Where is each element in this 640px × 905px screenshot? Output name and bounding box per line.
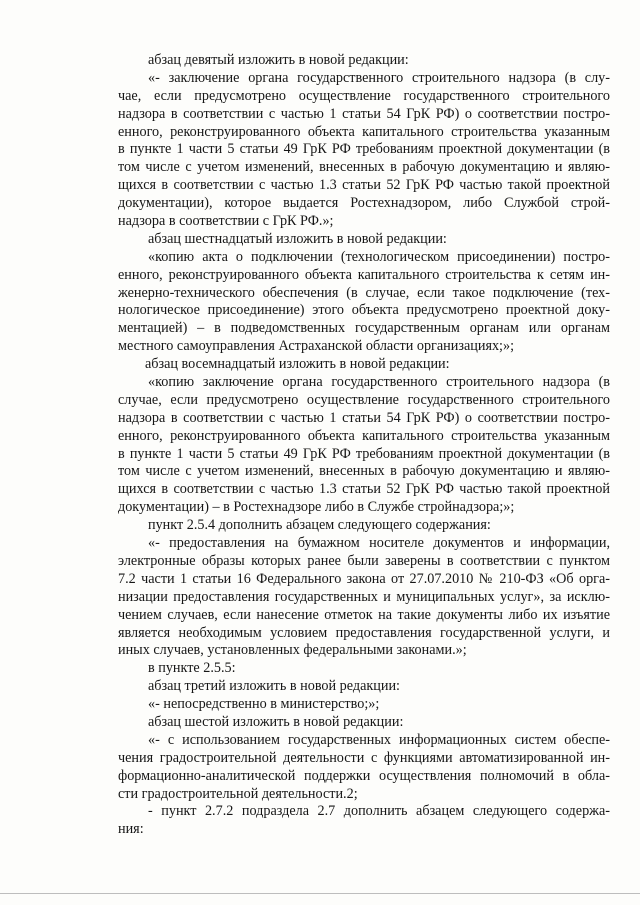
text-line: документации) – в Ростехнадзоре либо в Службе стройнадзора;»; [118,499,515,516]
document-text [118,52,610,839]
text-line: енного, реконструированного объекта капитального строительства указанным [118,427,610,444]
text-line: сти градостроительной деятельности.2; [118,785,358,802]
text-line: является необходимым условием предоставления государственной услуги, и [118,624,610,641]
text-line: «копию акта о подключении (технологическом присоединении) постро- [148,248,610,265]
text-line: том числе с учетом изменений, внесенных в рабочую документацию и являю- [118,159,610,176]
text-line: женерно-технического обеспечения (в случае, если такое подключение (тех- [118,284,610,301]
text-line: низации предоставления государственных и муниципальных услуг», за исклю- [118,588,610,605]
text-line: нологическое присоединение) этого объекта предусмотрено проектной доку- [118,302,610,319]
text-line: абзац восемнадцатый изложить в новой редакции: [145,356,450,373]
text-line: надзора в соответствии с частью 1 статьи 54 ГрК РФ) о соответствии постро- [118,409,610,426]
text-line: надзора в соответствии с частью 1 статьи 54 ГрК РФ) о соответствии постро- [118,105,610,122]
text-line: абзац шестнадцатый изложить в новой редакции: [148,230,447,247]
text-line: пункт 2.5.4 дополнить абзацем следующего содержания: [148,517,491,534]
text-line: енного, реконструированного объекта капитального строительства указанным [118,123,610,140]
text-line: в пункте 2.5.5: [148,660,236,677]
text-line: надзора в соответствии с ГрК РФ.»; [118,213,334,230]
text-line: енного, реконструированного объекта капитального строительства к сетям ин- [118,266,610,283]
text-line: местного самоуправления Астраханской области организациях;»; [118,338,515,355]
text-line: чае, если предусмотрено осуществление государственного строительного [118,87,610,104]
text-line: «- предоставления на бумажном носителе документов и информации, [148,535,610,552]
text-line: абзац третий изложить в новой редакции: [148,678,400,695]
text-line: в пункте 1 части 5 статьи 49 ГрК РФ требованиям проектной документации (в [118,141,610,158]
text-line: - пункт 2.7.2 подраздела 2.7 дополнить абзацем следующего содержа- [148,803,610,820]
text-line: ментацией) – в подведомственных государственным органам или органам [118,320,610,337]
text-line: том числе с учетом изменений, внесенных в рабочую документацию и являю- [118,463,610,480]
text-line: «- с использованием государственных информационных систем обеспе- [148,731,610,748]
text-line: документации), которое выдается Ростехнадзором, либо Службой строй- [118,195,610,212]
text-line: абзац шестой изложить в новой редакции: [148,713,404,730]
text-line: ния: [118,821,144,838]
text-line: «копию заключение органа государственного строительного надзора (в [148,374,610,391]
text-line: 7.2 части 1 статьи 16 Федерального закона от 27.07.2010 № 210-ФЗ «Об орга- [118,570,610,587]
text-line: в пункте 1 части 5 статьи 49 ГрК РФ требованиям проектной документации (в [118,445,610,462]
text-line: абзац девятый изложить в новой редакции: [148,52,409,68]
text-line: иных случаев, установленных федеральными законами.»; [118,642,467,659]
text-line: «- заключение органа государственного строительного надзора (в слу- [148,69,610,86]
text-line: чением случаев, если нанесение отметок на такие документы либо их изъятие [118,606,610,623]
text-line: электронные образы которых ранее были заверены в соответствии с пунктом [118,552,610,569]
text-line: щихся в соответствии с частью 1.3 статьи 52 ГрК РФ частью такой проектной [118,481,610,498]
text-line: формационно-аналитической поддержки осуществления полномочий в обла- [118,767,610,784]
text-line: щихся в соответствии с частью 1.3 статьи 52 ГрК РФ частью такой проектной [118,177,610,194]
page-bottom-rule [0,893,640,894]
text-line: «- непосредственно в министерство;»; [148,696,380,713]
text-line: чения градостроительной деятельности с функциями автоматизированной ин- [118,749,610,766]
text-line: случае, если предусмотрено осуществление государственного строительного [118,391,610,408]
